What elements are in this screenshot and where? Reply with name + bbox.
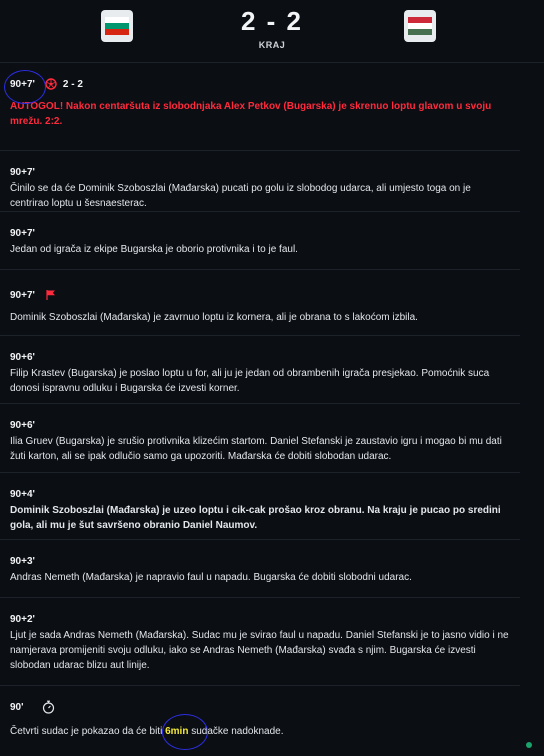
match-score: 2 - 2 (240, 6, 304, 36)
event-minute: 90+7' (10, 227, 35, 239)
event-text: Dominik Szoboszlai (Mađarska) je zavrnuo loptu iz kornera, ali je obrana to s lakoćom izbila. (10, 312, 418, 323)
event-minute: 90+7' (10, 78, 35, 90)
event-text-part: Četvrti sudac je pokazao da će biti (10, 726, 166, 737)
event-minute: 90+3' (10, 555, 35, 567)
event-text: Andras Nemeth (Mađarska) je napravio faul u napadu. Bugarska će dobiti slobodni udarac. (10, 572, 412, 583)
event-minute: 90+7' (10, 166, 35, 178)
commentary-item (0, 212, 520, 270)
commentary-item (0, 686, 520, 756)
commentary-item (0, 540, 520, 598)
event-minute: 90+7' (10, 289, 35, 301)
event-text: Jedan od igrača iz ekipe Bugarska je oborio protivnika i to je faul. (10, 244, 298, 255)
event-minute: 90+2' (10, 613, 35, 625)
commentary-item (0, 63, 520, 151)
event-minute: 90' (10, 701, 24, 713)
commentary-feed (0, 63, 520, 756)
commentary-item (0, 473, 520, 540)
corner-flag-icon (45, 289, 57, 301)
match-header (0, 0, 544, 63)
event-text (10, 724, 510, 739)
scroll-indicator (526, 742, 532, 748)
commentary-item (0, 598, 520, 686)
stoppage-time-value: 6min (165, 726, 189, 737)
hungary-flag-icon (404, 10, 436, 42)
event-minute: 90+6' (10, 419, 35, 431)
stopwatch-icon (42, 700, 55, 714)
event-text: Ilia Gruev (Bugarska) je srušio protivnika klizećim startom. Daniel Stefanski je zaustavio igru i mogao bi mu dati žuti karton, ali se ipak odlučio samo ga upozoriti. Mađarska će dobiti slobodan udarac. (10, 436, 502, 462)
commentary-item (0, 151, 520, 212)
match-status: KRAJ (258, 40, 286, 50)
event-text: Ljut je sada Andras Nemeth (Mađarska). Sudac mu je svirao faul u napadu. Daniel Stefanski je to jasno vidio i ne namjerava promijeniti svoju odluku, iako se Andras Nemeth (Mađarska) svađa s njim. Bugarska će izvesti slobodan udarac blizu aut linije. (10, 630, 509, 671)
event-minute: 90+6' (10, 351, 35, 363)
own-goal-ball-icon (45, 78, 57, 90)
event-text: Činilo se da će Dominik Szoboszlai (Mađarska) pucati po golu iz slobodog udarca, ali umjesto toga on je centrirao loptu u šesnaesterac. (10, 183, 471, 209)
scrollbar[interactable] (520, 63, 544, 750)
event-text: Filip Krastev (Bugarska) je poslao loptu u for, ali ju je jedan od obrambenih igrača presjekao. Pomoćnik suca donosi ispravnu odluku i Bugarska će izvesti korner. (10, 368, 490, 394)
event-minute: 90+4' (10, 488, 35, 500)
commentary-item (0, 404, 520, 473)
commentary-item (0, 336, 520, 404)
event-text: Dominik Szoboszlai (Mađarska) je uzeo loptu i cik-cak prošao kroz obranu. Na kraju je pucao po sredini gola, ali mu je šut savršeno obranio Daniel Naumov. (10, 505, 501, 531)
commentary-item (0, 270, 520, 336)
event-score: 2 - 2 (62, 78, 83, 90)
event-text-part: sudačke nadoknade. (188, 726, 284, 737)
event-text: AUTOGOL! Nakon centaršuta iz slobodnjaka Alex Petkov (Bugarska) je skrenuo loptu glavom u svoju mrežu. 2:2. (10, 101, 492, 127)
